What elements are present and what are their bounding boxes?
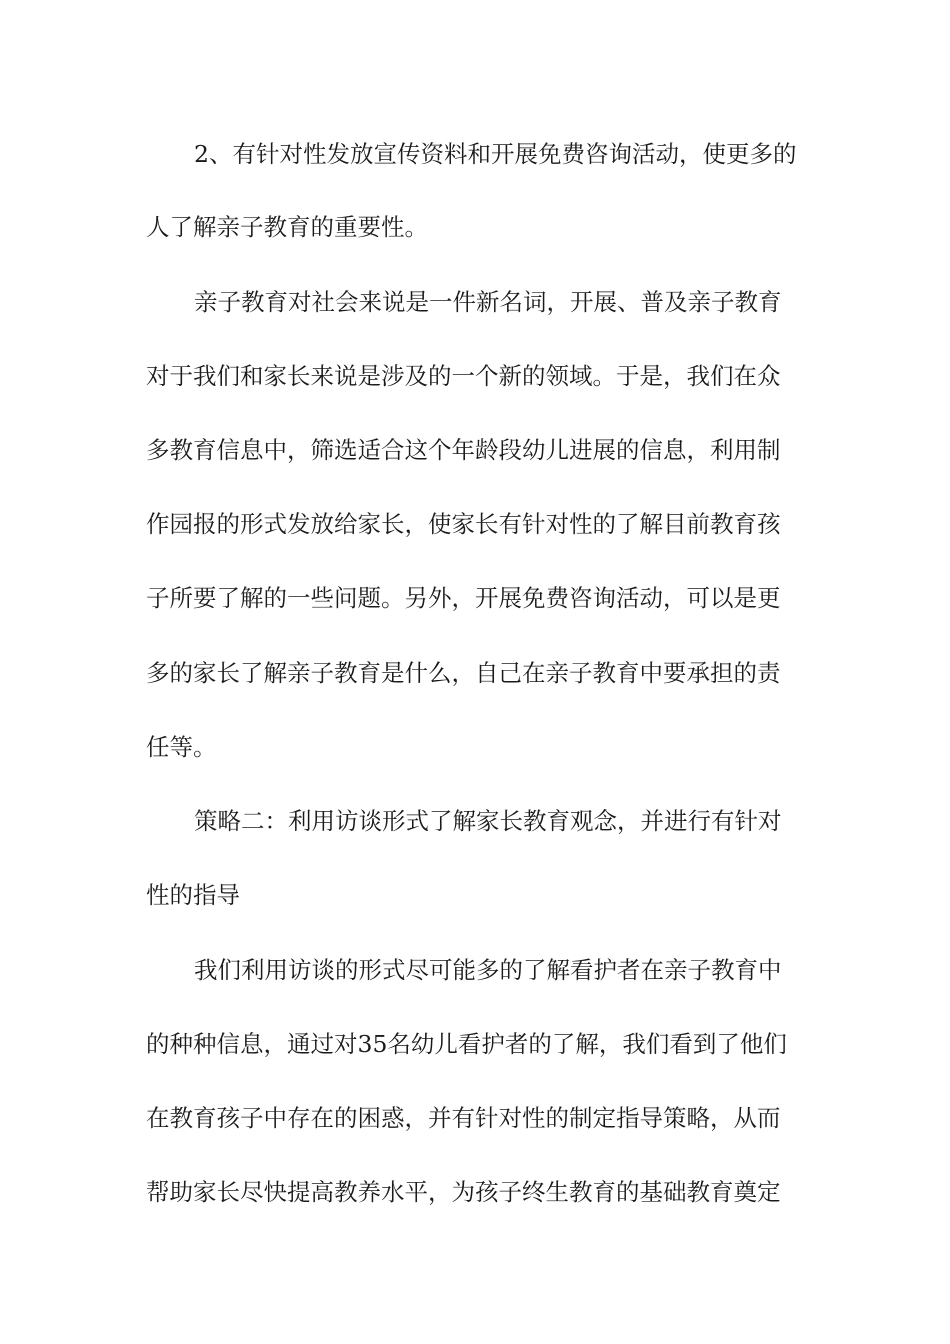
paragraph-3-line-3: 在教育孩子中存在的困惑，并有针对性的制定指导策略，从而 [146,1104,781,1132]
heading-strategy-2-line-1: 策略二：利用访谈形式了解家长教育观念，并进行有针对 [194,807,782,835]
paragraph-2-line-2: 对于我们和家长来说是涉及的一个新的领域。于是，我们在众 [146,362,781,390]
paragraph-2-line-1: 亲子教育对社会来说是一件新名词，开展、普及亲子教育 [194,288,782,316]
paragraph-2-line-6: 多的家长了解亲子教育是什么，自己在亲子教育中要承担的责 [146,659,781,687]
paragraph-1-line-1: 2、有针对性发放宣传资料和开展免费咨询活动，使更多的 [194,140,797,168]
paragraph-3-line-1: 我们利用访谈的形式尽可能多的了解看护者在亲子教育中 [194,956,782,984]
paragraph-3-line-2: 的种种信息，通过对35名幼儿看护者的了解，我们看到了他们 [146,1030,787,1058]
paragraph-2-line-7: 任等。 [146,733,217,761]
paragraph-2-line-3: 多教育信息中，筛选适合这个年龄段幼儿进展的信息，利用制 [146,436,781,464]
paragraph-2-line-4: 作园报的形式发放给家长，使家长有针对性的了解目前教育孩 [146,510,781,538]
paragraph-2-line-5: 子所要了解的一些问题。另外，开展免费咨询活动，可以是更 [146,584,781,612]
paragraph-3-line-4: 帮助家长尽快提高教养水平，为孩子终生教育的基础教育奠定 [146,1178,781,1206]
heading-strategy-2-line-2: 性的指导 [146,881,240,909]
paragraph-1-line-2: 人了解亲子教育的重要性。 [146,213,428,241]
